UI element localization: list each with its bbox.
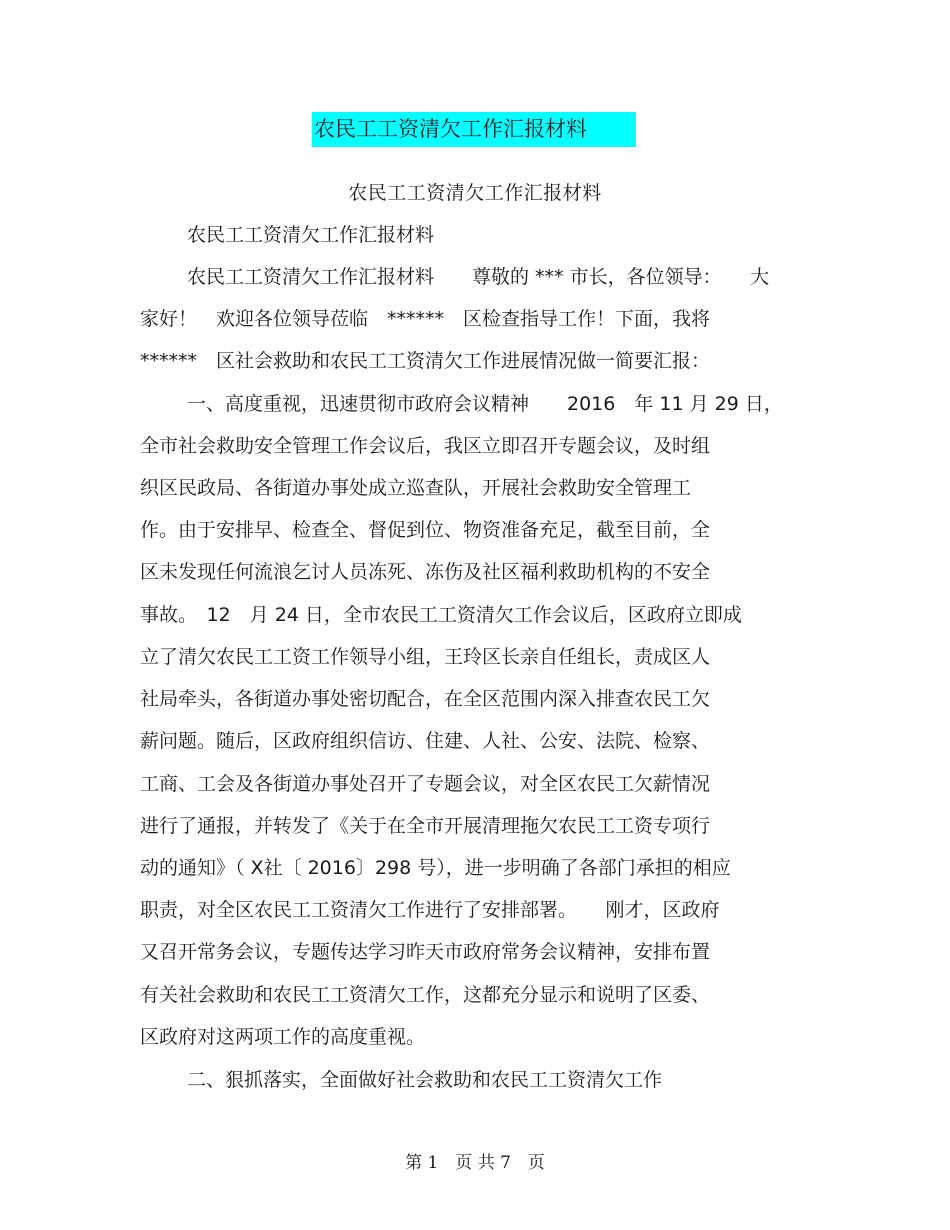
section-heading: 二、狠抓落实，全面做好社会救助和农民工工资清欠工作 [187, 1069, 663, 1091]
paragraph-line: 有关社会救助和农民工工资清欠工作，这都充分显示和说明了区委、 [140, 984, 711, 1006]
paragraph-line: 农民工工资清欠工作汇报材料 [187, 224, 435, 246]
paragraph-line: 工商、工会及各街道办事处召开了专题会议，对全区农民工欠薪情况 [140, 773, 711, 795]
paragraph-line: 织区民政局、各街道办事处成立巡查队，开展社会救助安全管理工 [140, 477, 692, 499]
document-subtitle: 农民工工资清欠工作汇报材料 [348, 182, 602, 204]
paragraph-line: 又召开常务会议，专题传达学习昨天市政府常务会议精神，安排布置 [140, 941, 711, 963]
paragraph-line: 事故。 12 月 24 日，全市农民工工资清欠工作会议后，区政府立即成 [140, 604, 742, 626]
paragraph-line: ****** 区社会救助和农民工工资清欠工作进展情况做一简要汇报： [140, 350, 711, 372]
page-footer: 第 1 页 共 7 页 [405, 1153, 545, 1173]
section-heading: 一、高度重视，迅速贯彻市政府会议精神 2016 年 11 月 29 日， [187, 393, 783, 415]
paragraph-line: 区未发现任何流浪乞讨人员冻死、冻伤及社区福利救助机构的不安全 [140, 561, 711, 583]
paragraph-line: 区政府对这两项工作的高度重视。 [140, 1026, 426, 1048]
paragraph-line: 薪问题。随后，区政府组织信访、住建、人社、公安、法院、检察、 [140, 730, 711, 752]
paragraph-line: 立了清欠农民工工资工作领导小组，王玲区长亲自任组长，责成区人 [140, 646, 711, 668]
paragraph-line: 家好！ 欢迎各位领导莅临 ****** 区检查指导工作！下面，我将 [140, 308, 711, 330]
paragraph-line: 社局牵头，各街道办事处密切配合，在全区范围内深入排查农民工欠 [140, 688, 711, 710]
paragraph-line: 进行了通报，并转发了《关于在全市开展清理拖欠农民工工资专项行 [140, 815, 711, 837]
highlighted-title: 农民工工资清欠工作汇报材料 [312, 112, 636, 147]
paragraph-line: 动的通知》（ X社〔 2016〕298 号），进一步明确了各部门承担的相应 [140, 857, 731, 879]
paragraph-line: 农民工工资清欠工作汇报材料 尊敬的 *** 市长，各位领导： 大 [187, 266, 770, 288]
paragraph-line: 作。由于安排早、检查全、督促到位、物资准备充足，截至目前，全 [140, 519, 711, 541]
paragraph-line: 职责，对全区农民工工资清欠工作进行了安排部署。 刚才，区政府 [140, 899, 720, 921]
paragraph-line: 全市社会救助安全管理工作会议后，我区立即召开专题会议，及时组 [140, 435, 711, 457]
